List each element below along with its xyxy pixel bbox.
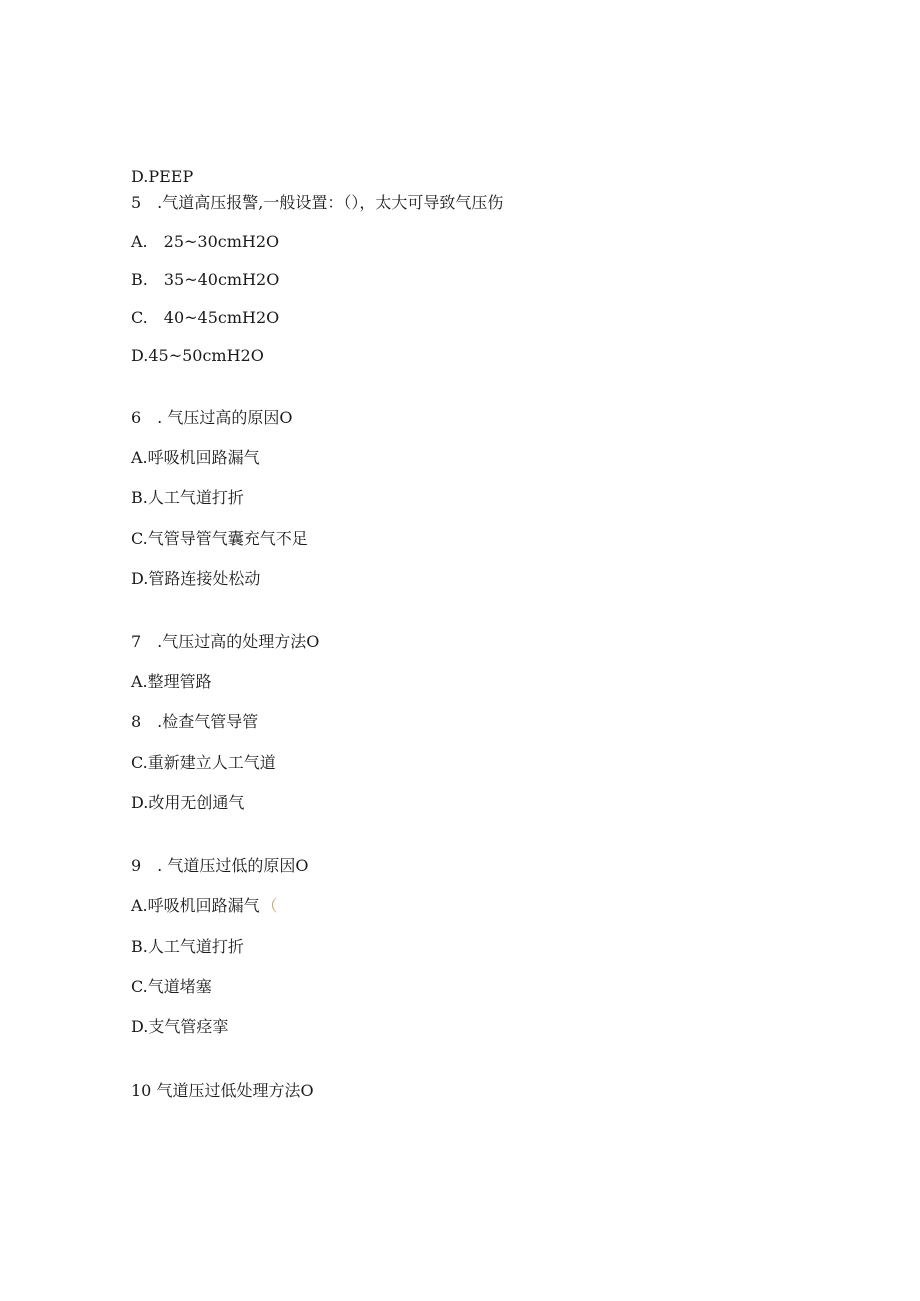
- option-d-peep: D.PEEP: [131, 167, 194, 186]
- question-5: 5 .气道高压报警,一般设置：（），太大可导致气压伤: [131, 193, 504, 212]
- question-6-option-a: A.呼吸机回路漏气: [131, 448, 260, 467]
- question-6: 6 . 气压过高的原因O: [131, 408, 293, 427]
- question-7-option-a: A.整理管路: [131, 672, 212, 691]
- question-9-option-a-text: A.呼吸机回路漏气: [131, 896, 260, 915]
- question-7-option-c: C.重新建立人工气道: [131, 753, 276, 772]
- question-9-option-d: D.支气管痉挛: [131, 1017, 229, 1036]
- question-5-option-a: A. 25~30cmH2O: [131, 232, 280, 251]
- question-6-option-d: D.管路连接处松动: [131, 569, 261, 588]
- question-5-option-b: B. 35~40cmH2O: [131, 270, 280, 289]
- question-6-option-c: C.气管导管气囊充气不足: [131, 529, 308, 548]
- question-6-option-b: B.人工气道打折: [131, 488, 244, 507]
- question-7: 7 .气压过高的处理方法O: [131, 632, 320, 651]
- question-9-option-a: [131, 896, 278, 916]
- question-7-option-d: D.改用无创通气: [131, 793, 245, 812]
- stray-bracket-mark: （: [261, 896, 278, 915]
- question-5-option-c: C. 40~45cmH2O: [131, 308, 280, 327]
- question-9-option-b: B.人工气道打折: [131, 937, 244, 956]
- question-9-option-c: C.气道堵塞: [131, 977, 212, 996]
- question-5-option-d: D.45~50cmH2O: [131, 346, 264, 365]
- question-7-option-b: 8 .检查气管导管: [131, 712, 259, 731]
- question-9: 9 . 气道压过低的原因O: [131, 856, 309, 875]
- question-10: 10 气道压过低处理方法O: [131, 1081, 314, 1100]
